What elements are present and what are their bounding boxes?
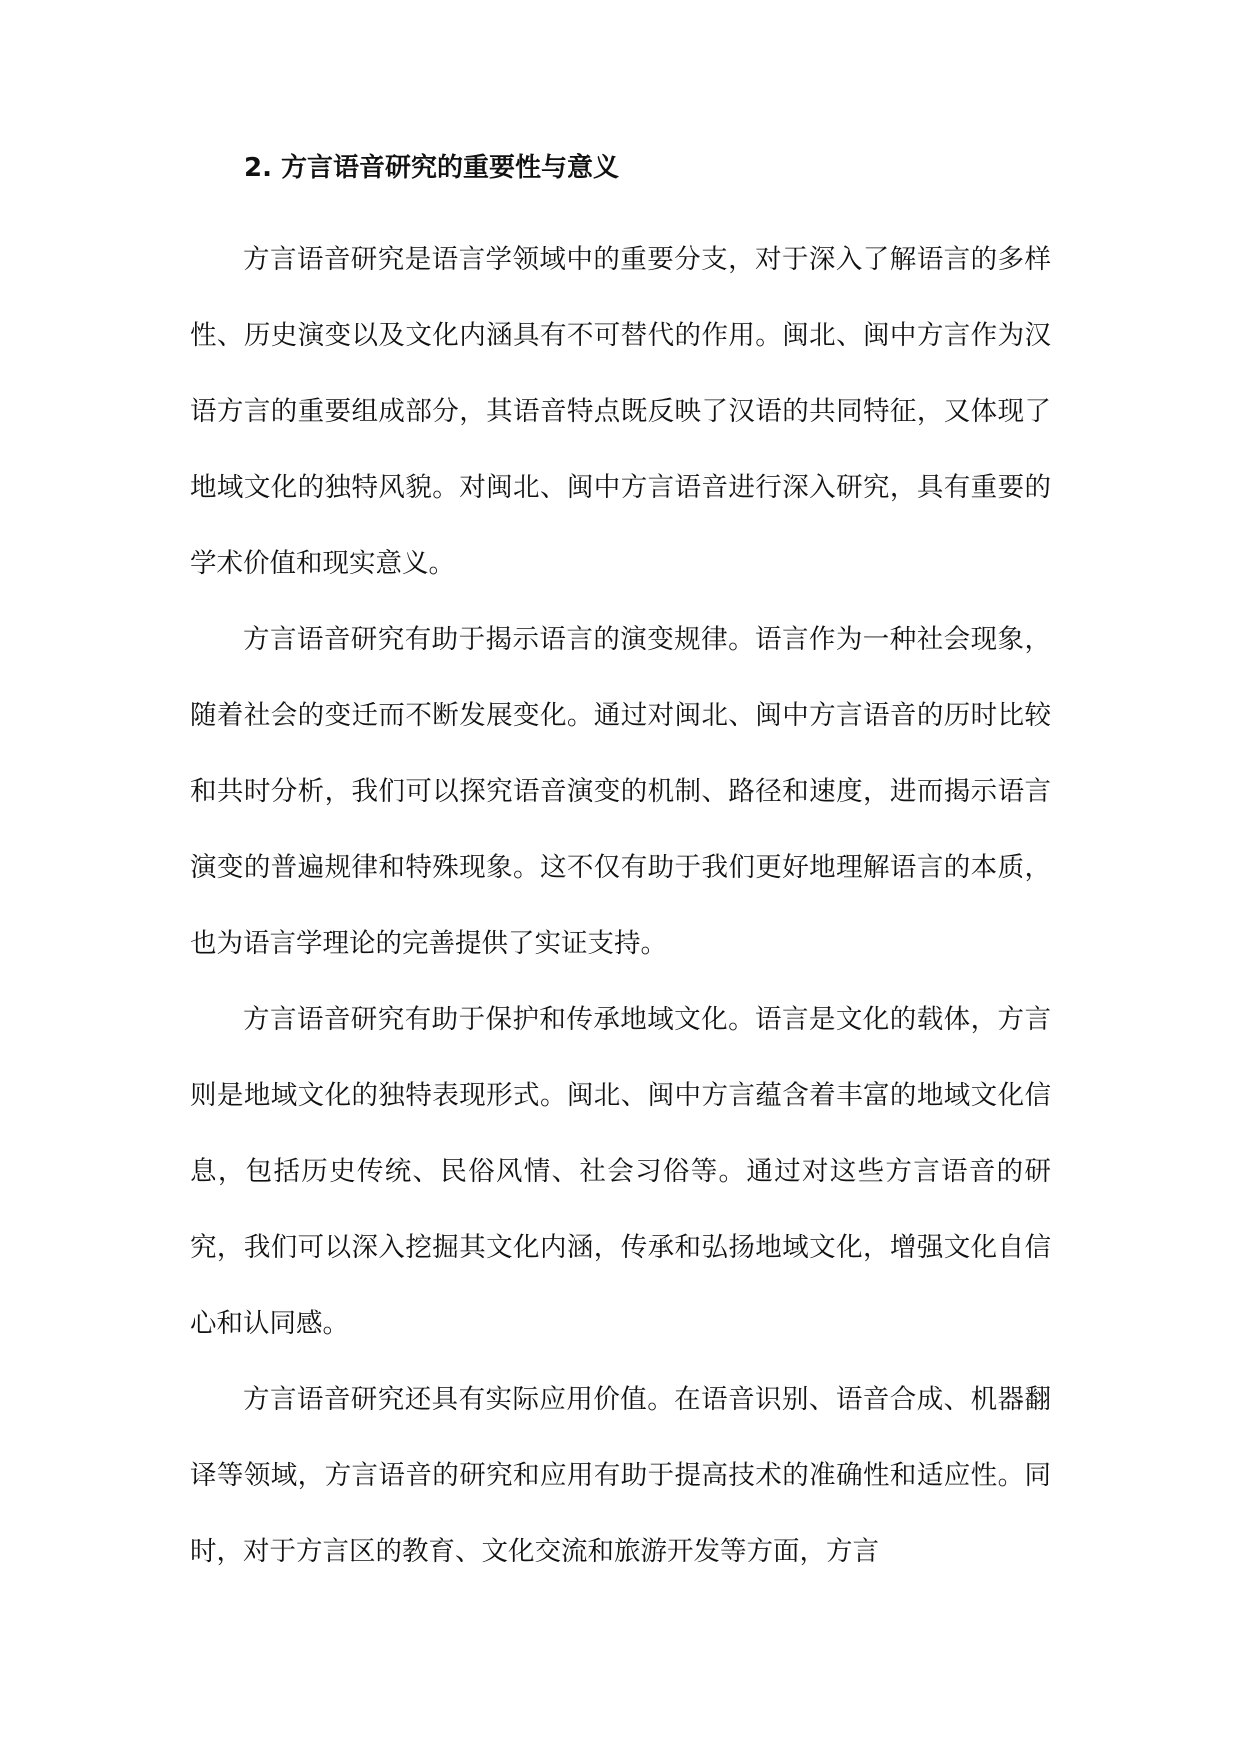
section-heading: 2. 方言语音研究的重要性与意义 — [244, 153, 620, 183]
document-body — [190, 148, 1051, 1590]
paragraph-3: 方言语音研究有助于保护和传承地域文化。语言是文化的载体，方言则是地域文化的独特表现形式。闽北、闽中方言蕴含着丰富的地域文化信息，包括历史传统、民俗风情、社会习俗等。通过对这些方言语音的研究，我们可以深入挖掘其文化内涵，传承和弘扬地域文化，增强文化自信心和认同感。 — [190, 1004, 1051, 1339]
paragraph-2: 方言语音研究有助于揭示语言的演变规律。语言作为一种社会现象，随着社会的变迁而不断发展变化。通过对闽北、闽中方言语音的历时比较和共时分析，我们可以探究语音演变的机制、路径和速度，进而揭示语言演变的普遍规律和特殊现象。这不仅有助于我们更好地理解语言的本质，也为语言学理论的完善提供了实证支持。 — [190, 624, 1051, 959]
paragraph-1: 方言语音研究是语言学领域中的重要分支，对于深入了解语言的多样性、历史演变以及文化内涵具有不可替代的作用。闽北、闽中方言作为汉语方言的重要组成部分，其语音特点既反映了汉语的共同特征，又体现了地域文化的独特风貌。对闽北、闽中方言语音进行深入研究，具有重要的学术价值和现实意义。 — [190, 244, 1051, 579]
paragraph-4: 方言语音研究还具有实际应用价值。在语音识别、语音合成、机器翻译等领域，方言语音的研究和应用有助于提高技术的准确性和适应性。同时，对于方言区的教育、文化交流和旅游开发等方面，方言 — [190, 1384, 1051, 1567]
